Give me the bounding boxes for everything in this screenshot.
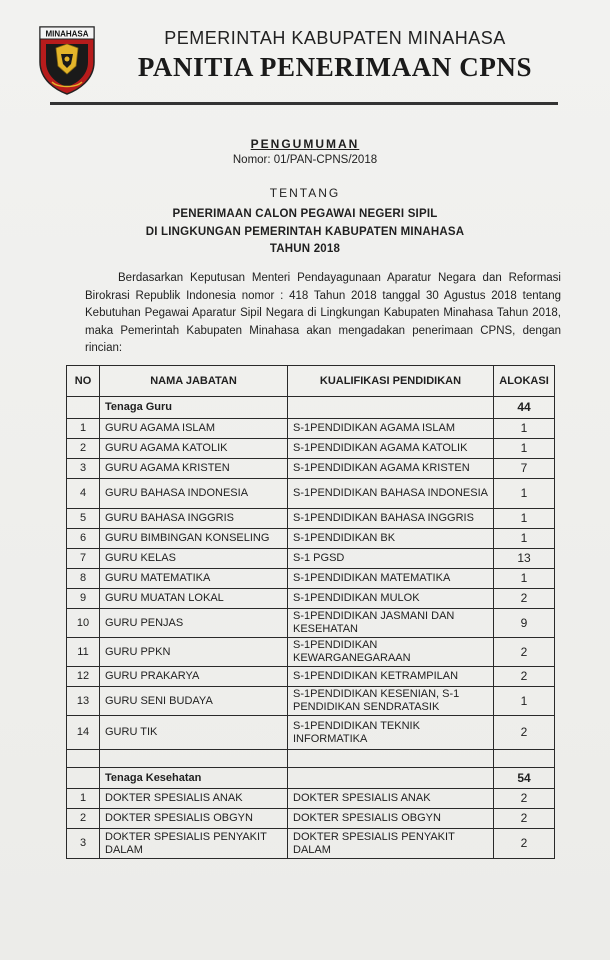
- table-row: [67, 829, 555, 859]
- row-kualifikasi: S-1PENDIDIKAN BK: [288, 529, 494, 549]
- header-alokasi: ALOKASI: [494, 366, 555, 397]
- row-kualifikasi: S-1PENDIDIKAN MATEMATIKA: [288, 569, 494, 589]
- row-alokasi: 1: [494, 479, 555, 509]
- row-alokasi: 2: [494, 667, 555, 687]
- row-alokasi: 1: [494, 687, 555, 716]
- row-alokasi: 1: [494, 569, 555, 589]
- header-kualifikasi: KUALIFIKASI PENDIDIKAN: [288, 366, 494, 397]
- header-jabatan: NAMA JABATAN: [100, 366, 288, 397]
- table-row: [67, 419, 555, 439]
- row-no: 11: [67, 638, 100, 667]
- subject-line-1: PENERIMAAN CALON PEGAWAI NEGERI SIPIL: [172, 208, 438, 220]
- row-kualifikasi: S-1PENDIDIKAN AGAMA KRISTEN: [288, 459, 494, 479]
- row-kualifikasi: S-1PENDIDIKAN BAHASA INDONESIA: [288, 479, 494, 509]
- row-no: 1: [67, 789, 100, 809]
- table-row: [67, 667, 555, 687]
- row-kualifikasi: S-1PENDIDIKAN KETRAMPILAN: [288, 667, 494, 687]
- group-total: 44: [494, 397, 555, 419]
- row-alokasi: 2: [494, 589, 555, 609]
- row-alokasi: 2: [494, 789, 555, 809]
- table-row: [67, 809, 555, 829]
- row-jabatan: GURU SENI BUDAYA: [100, 687, 288, 716]
- row-kualifikasi: S-1PENDIDIKAN TEKNIK INFORMATIKA: [288, 716, 494, 750]
- row-kualifikasi: DOKTER SPESIALIS OBGYN: [288, 809, 494, 829]
- row-kualifikasi: S-1PENDIDIKAN KEWARGANEGARAAN: [288, 638, 494, 667]
- header-committee-title: PANITIA PENERIMAAN CPNS: [137, 52, 533, 82]
- row-no: 14: [67, 716, 100, 750]
- empty-cell: [67, 397, 100, 419]
- row-alokasi: 1: [494, 529, 555, 549]
- row-jabatan: GURU MUATAN LOKAL: [100, 589, 288, 609]
- announcement-number: Nomor: 01/PAN-CPNS/2018: [232, 154, 378, 166]
- row-alokasi: 1: [494, 509, 555, 529]
- row-jabatan: DOKTER SPESIALIS ANAK: [100, 789, 288, 809]
- row-jabatan: DOKTER SPESIALIS PENYAKIT DALAM: [100, 829, 288, 859]
- header-government-title: PEMERINTAH KABUPATEN MINAHASA: [164, 28, 506, 48]
- allocation-table: [66, 365, 555, 859]
- header-no: NO: [67, 366, 100, 397]
- row-no: 10: [67, 609, 100, 638]
- table-row: [67, 589, 555, 609]
- table-row: [67, 529, 555, 549]
- row-kualifikasi: DOKTER SPESIALIS ANAK: [288, 789, 494, 809]
- row-no: 1: [67, 419, 100, 439]
- row-kualifikasi: DOKTER SPESIALIS PENYAKIT DALAM: [288, 829, 494, 859]
- row-no: 7: [67, 549, 100, 569]
- announcement-title: PENGUMUMAN: [250, 137, 360, 151]
- row-jabatan: GURU PRAKARYA: [100, 667, 288, 687]
- table-row: [67, 687, 555, 716]
- table-body: [67, 397, 555, 859]
- row-jabatan: GURU BIMBINGAN KONSELING: [100, 529, 288, 549]
- spacer-row: [67, 750, 555, 768]
- row-no: 13: [67, 687, 100, 716]
- row-jabatan: DOKTER SPESIALIS OBGYN: [100, 809, 288, 829]
- row-no: 6: [67, 529, 100, 549]
- row-no: 2: [67, 809, 100, 829]
- row-kualifikasi: S-1PENDIDIKAN MULOK: [288, 589, 494, 609]
- table-row: [67, 609, 555, 638]
- row-jabatan: GURU AGAMA KRISTEN: [100, 459, 288, 479]
- table-row: [67, 638, 555, 667]
- table-row: [67, 459, 555, 479]
- group-row: [67, 768, 555, 789]
- row-jabatan: GURU AGAMA KATOLIK: [100, 439, 288, 459]
- row-no: 2: [67, 439, 100, 459]
- empty-cell: [288, 750, 494, 768]
- row-jabatan: GURU PENJAS: [100, 609, 288, 638]
- row-jabatan: GURU AGAMA ISLAM: [100, 419, 288, 439]
- row-no: 8: [67, 569, 100, 589]
- empty-cell: [288, 768, 494, 789]
- minahasa-coat-of-arms-icon: [38, 24, 96, 96]
- table-row: [67, 789, 555, 809]
- table-row: [67, 549, 555, 569]
- row-alokasi: 13: [494, 549, 555, 569]
- row-jabatan: GURU BAHASA INGGRIS: [100, 509, 288, 529]
- empty-cell: [67, 768, 100, 789]
- row-jabatan: GURU MATEMATIKA: [100, 569, 288, 589]
- row-no: 3: [67, 829, 100, 859]
- empty-cell: [100, 750, 288, 768]
- row-jabatan: GURU TIK: [100, 716, 288, 750]
- table-row: [67, 439, 555, 459]
- row-no: 4: [67, 479, 100, 509]
- empty-cell: [67, 750, 100, 768]
- group-row: [67, 397, 555, 419]
- row-no: 3: [67, 459, 100, 479]
- table-row: [67, 716, 555, 750]
- row-alokasi: 1: [494, 439, 555, 459]
- table-header-row: [67, 366, 555, 397]
- subject-line-2: DI LINGKUNGAN PEMERINTAH KABUPATEN MINAHASA: [145, 226, 465, 238]
- row-jabatan: GURU BAHASA INDONESIA: [100, 479, 288, 509]
- row-alokasi: 2: [494, 638, 555, 667]
- row-kualifikasi: S-1PENDIDIKAN JASMANI DAN KESEHATAN: [288, 609, 494, 638]
- row-kualifikasi: S-1PENDIDIKAN AGAMA ISLAM: [288, 419, 494, 439]
- row-kualifikasi: S-1PENDIDIKAN KESENIAN, S-1 PENDIDIKAN SENDRATASIK: [288, 687, 494, 716]
- row-alokasi: 1: [494, 419, 555, 439]
- empty-cell: [494, 750, 555, 768]
- group-total: 54: [494, 768, 555, 789]
- row-kualifikasi: S-1 PGSD: [288, 549, 494, 569]
- announcement-paragraph-text: Berdasarkan Keputusan Menteri Pendayagunaan Aparatur Negara dan Reformasi Birokrasi Republik Indonesia nomor : 418 Tahun 2018 tanggal 30 Agustus 2018 tentang Kebutuhan Pegawai Aparatur Sipil Negara di Lingkungan Kabupaten Minahasa Tahun 2018, maka Pemerintah Kabupaten Minahasa akan mengadakan penerimaan CPNS, dengan rincian:: [85, 272, 561, 355]
- subject-line-3: TAHUN 2018: [269, 243, 341, 255]
- row-jabatan: GURU KELAS: [100, 549, 288, 569]
- row-alokasi: 2: [494, 809, 555, 829]
- row-alokasi: 7: [494, 459, 555, 479]
- row-no: 9: [67, 589, 100, 609]
- group-name: Tenaga Kesehatan: [100, 768, 288, 789]
- group-name: Tenaga Guru: [100, 397, 288, 419]
- table-row: [67, 509, 555, 529]
- row-kualifikasi: S-1PENDIDIKAN BAHASA INGGRIS: [288, 509, 494, 529]
- row-alokasi: 9: [494, 609, 555, 638]
- header-divider: [50, 102, 558, 105]
- table-row: [67, 479, 555, 509]
- empty-cell: [288, 397, 494, 419]
- table-row: [67, 569, 555, 589]
- row-alokasi: 2: [494, 829, 555, 859]
- announcement-tentang: TENTANG: [269, 186, 341, 200]
- announcement-paragraph: [85, 270, 561, 358]
- logo-text: MINAHASA: [45, 29, 89, 39]
- row-alokasi: 2: [494, 716, 555, 750]
- row-kualifikasi: S-1PENDIDIKAN AGAMA KATOLIK: [288, 439, 494, 459]
- row-no: 12: [67, 667, 100, 687]
- row-jabatan: GURU PPKN: [100, 638, 288, 667]
- row-no: 5: [67, 509, 100, 529]
